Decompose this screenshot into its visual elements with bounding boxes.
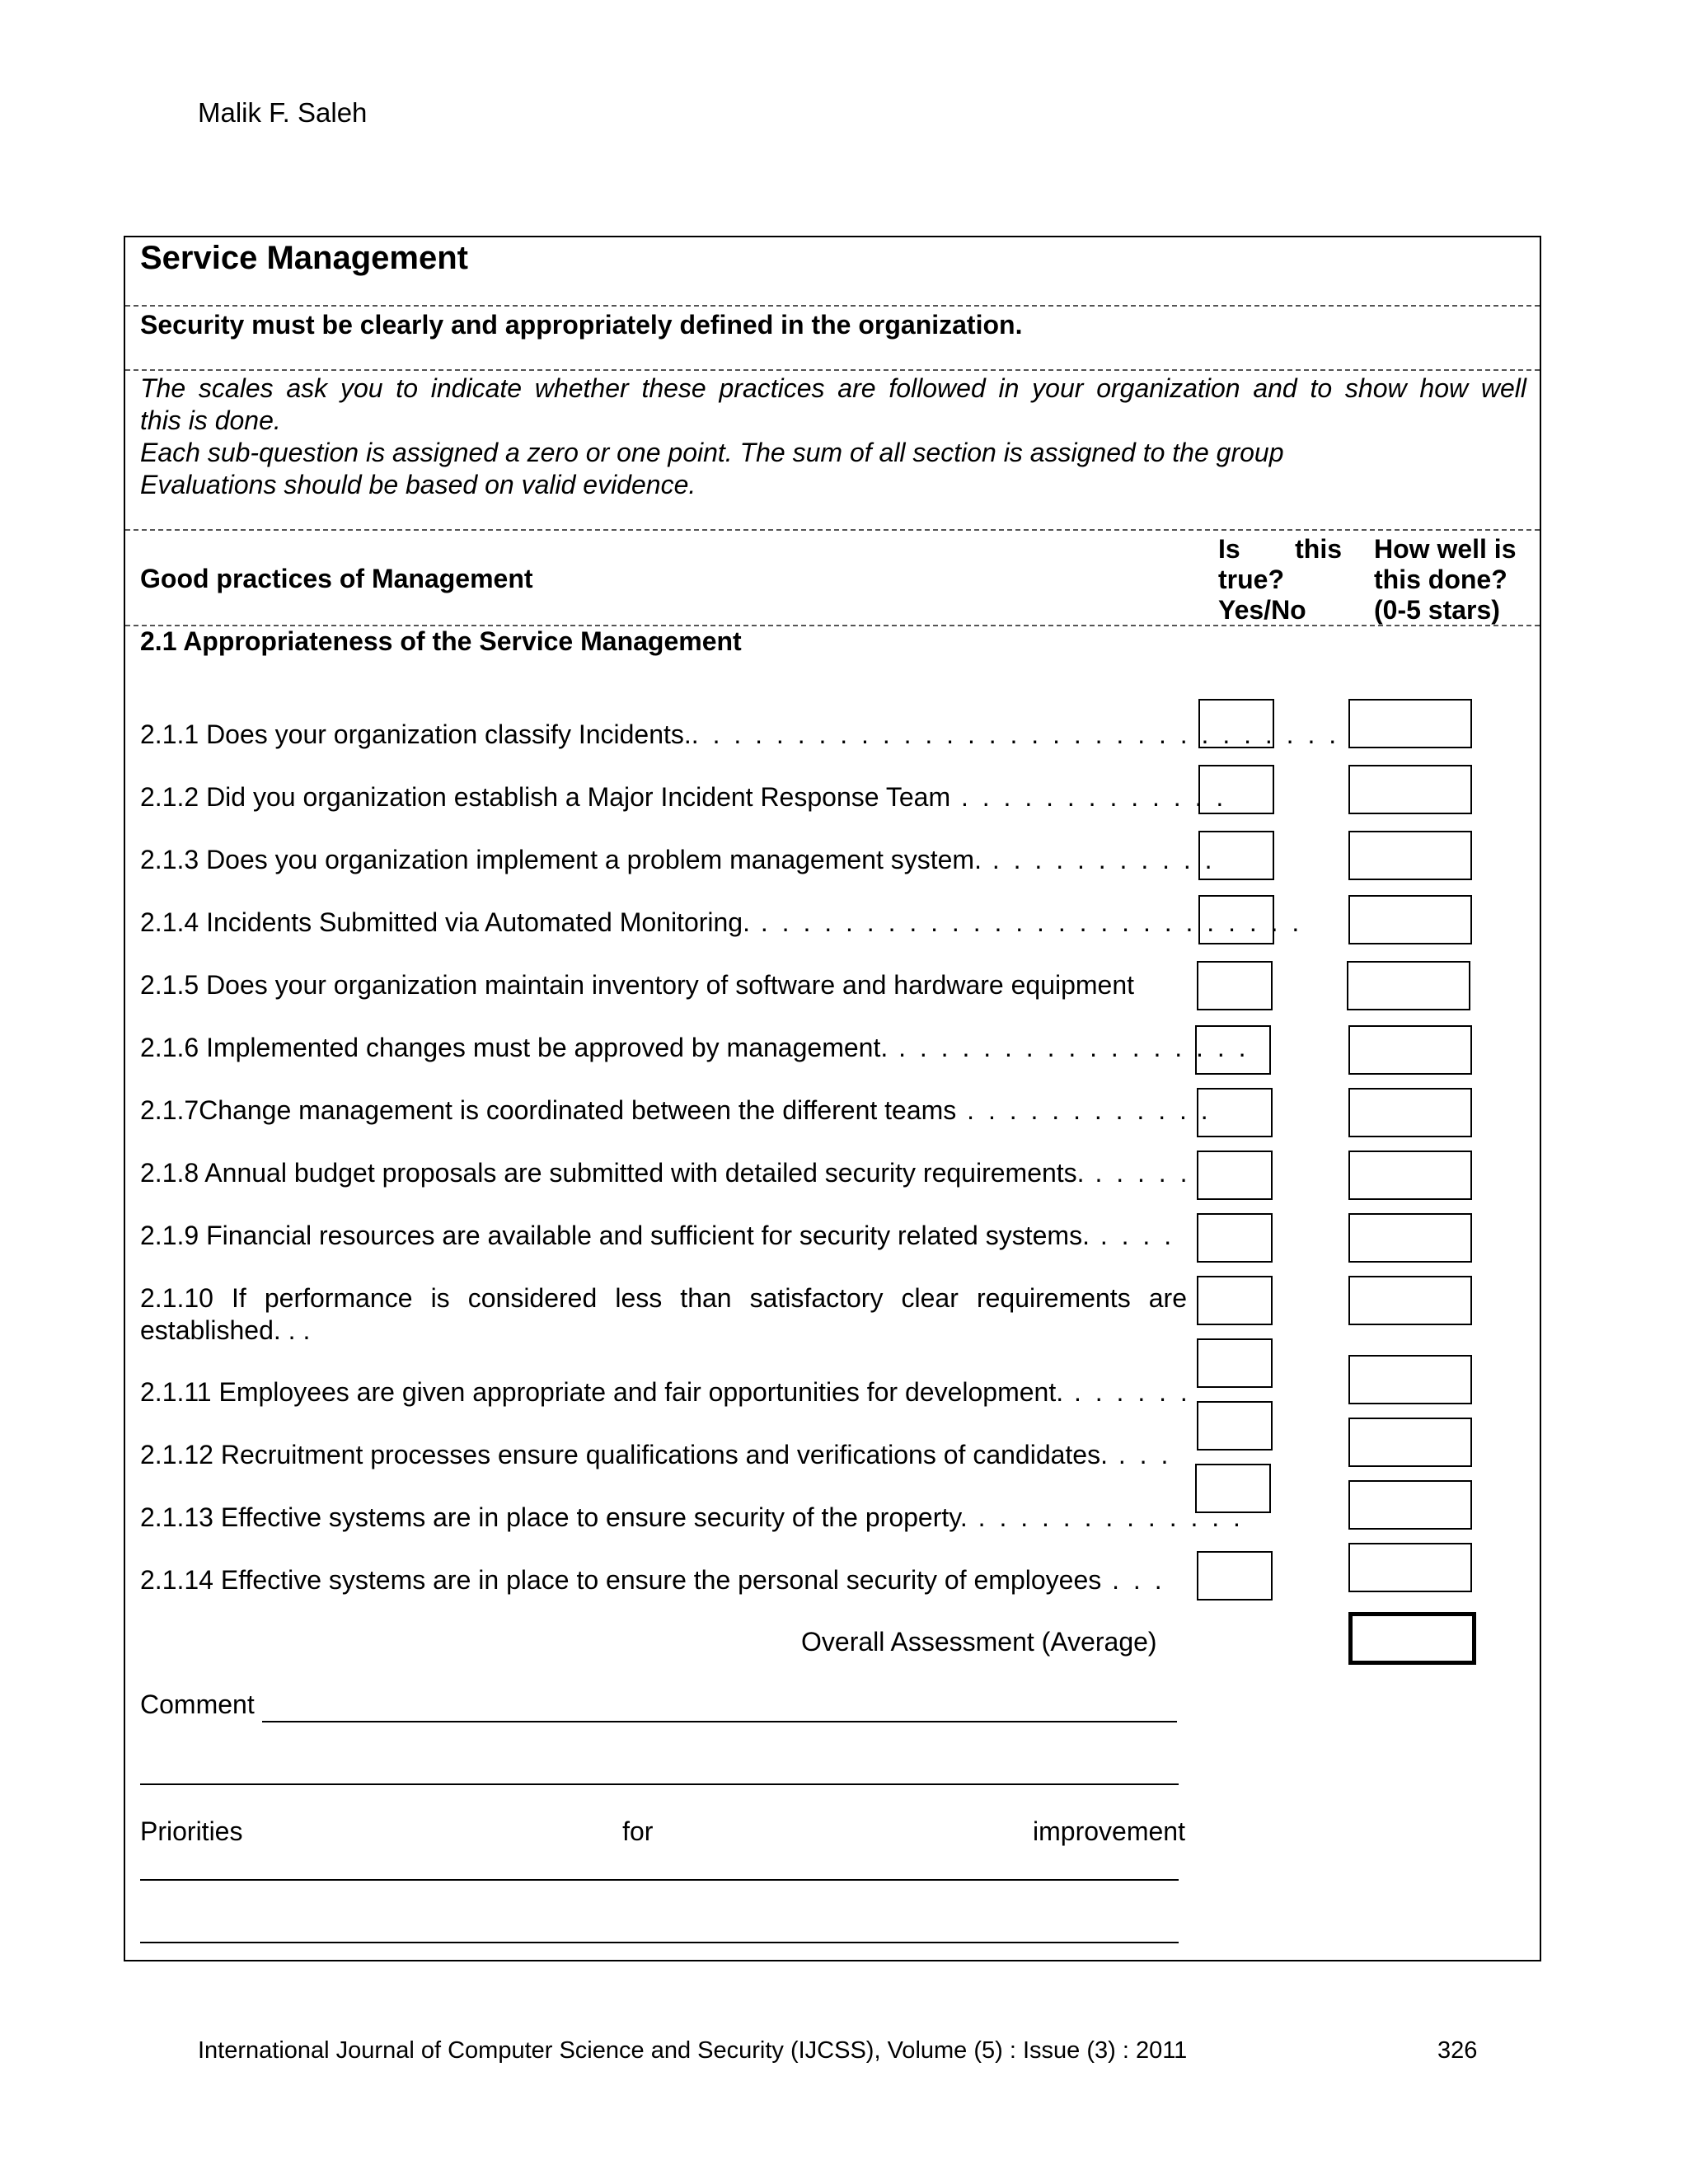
star-rating-box[interactable] (1348, 1151, 1472, 1200)
yes-no-answer-box[interactable] (1197, 1551, 1273, 1601)
yes-no-answer-box[interactable] (1197, 1338, 1273, 1388)
yes-no-answer-box[interactable] (1197, 1151, 1273, 1200)
assessment-form (124, 236, 1541, 1961)
question-item: 2.1.7Change management is coordinated between the different teams . . . . . . . . . . . . (140, 1095, 1212, 1125)
star-rating-box[interactable] (1347, 961, 1470, 1010)
section-title: 2.1 Appropriateness of the Service Management (140, 626, 742, 656)
instruction-line: Each sub-question is assigned a zero or one point. The sum of all section is assigned to the group (140, 438, 1284, 467)
question-item: 2.1.4 Incidents Submitted via Automated Monitoring. . . . . . . . . . . . . . . . . . . . . . . . . . . (140, 907, 1303, 937)
column-header-yes-no (1218, 534, 1342, 626)
star-rating-box[interactable] (1348, 831, 1472, 880)
priorities-line[interactable] (140, 1942, 1179, 1943)
star-rating-box[interactable] (1348, 1543, 1472, 1592)
comment-label: Comment (140, 1690, 255, 1719)
column-header-stars (1374, 534, 1531, 626)
yes-no-answer-box[interactable] (1198, 699, 1274, 748)
question-item: 2.1.1 Does your organization classify Incidents.. . . . . . . . . . . . . . . . . . . . . . . . . . . . . . . (140, 719, 1340, 749)
star-rating-box[interactable] (1348, 1355, 1472, 1404)
comment-line[interactable] (262, 1721, 1177, 1722)
priorities-line[interactable] (140, 1879, 1179, 1881)
priorities-label (140, 1816, 1185, 1847)
star-rating-box[interactable] (1348, 765, 1472, 814)
header-line: Yes/No (1218, 595, 1306, 625)
journal-footer: International Journal of Computer Science and Security (IJCSS), Volume (5) : Issue (3) : 2011 (198, 2037, 1188, 2064)
overall-assessment-box[interactable] (1348, 1612, 1476, 1665)
question-item: 2.1.10 If performance is considered less than satisfactory clear requirements are established. . . (140, 1283, 1187, 1345)
instruction-line: this is done. (140, 405, 281, 435)
form-statement: Security must be clearly and appropriately defined in the organization. (140, 310, 1023, 340)
running-header-author: Malik F. Saleh (198, 97, 368, 128)
yes-no-answer-box[interactable] (1197, 1213, 1273, 1263)
yes-no-answer-box[interactable] (1198, 765, 1274, 814)
yes-no-answer-box[interactable] (1197, 1276, 1273, 1325)
question-item: 2.1.11 Employees are given appropriate and fair opportunities for development. . . . . . . (140, 1377, 1191, 1407)
star-rating-box[interactable] (1348, 1418, 1472, 1467)
star-rating-box[interactable] (1348, 1213, 1472, 1263)
form-instructions (140, 373, 1526, 501)
priorities-word: Priorities (140, 1816, 243, 1846)
comment-line[interactable] (140, 1783, 1179, 1785)
question-item: 2.1.3 Does you organization implement a problem management system. . . . . . . . . . . . (140, 845, 1216, 874)
header-line: true? (1218, 565, 1284, 594)
divider (125, 529, 1540, 531)
divider (125, 305, 1540, 307)
column-header-practices: Good practices of Management (140, 564, 533, 593)
question-item: 2.1.9 Financial resources are available and sufficient for security related systems. . . . . (140, 1221, 1175, 1250)
header-line: (0-5 stars) (1374, 595, 1500, 625)
overall-assessment-label: Overall Assessment (Average) (801, 1627, 1157, 1657)
form-title: Service Management (140, 240, 468, 276)
priorities-word: for (622, 1816, 654, 1846)
question-item: 2.1.8 Annual budget proposals are submitted with detailed security requirements. . . . . . (140, 1158, 1191, 1188)
question-item: 2.1.5 Does your organization maintain inventory of software and hardware equipment (140, 970, 1135, 1000)
header-line: How well is (1374, 534, 1517, 564)
yes-no-answer-box[interactable] (1198, 831, 1274, 880)
header-line: this done? (1374, 565, 1507, 594)
star-rating-box[interactable] (1348, 1088, 1472, 1137)
page-number: 326 (1437, 2037, 1478, 2064)
star-rating-box[interactable] (1348, 1025, 1472, 1075)
divider (125, 369, 1540, 371)
priorities-word: improvement (1033, 1816, 1185, 1846)
star-rating-box[interactable] (1348, 895, 1472, 944)
yes-no-answer-box[interactable] (1197, 1088, 1273, 1137)
yes-no-answer-box[interactable] (1198, 895, 1274, 944)
question-item: 2.1.13 Effective systems are in place to ensure security of the property. . . . . . . . . . . . . . (140, 1502, 1244, 1532)
question-item: 2.1.2 Did you organization establish a Major Incident Response Team . . . . . . . . . . . . . (140, 782, 1227, 812)
header-word: Is (1218, 534, 1240, 564)
header-word: this (1295, 534, 1342, 564)
yes-no-answer-box[interactable] (1197, 961, 1273, 1010)
yes-no-answer-box[interactable] (1197, 1401, 1273, 1451)
question-item: 2.1.6 Implemented changes must be approved by management. . . . . . . . . . . . . . . . . . (140, 1033, 1250, 1062)
instruction-line: Evaluations should be based on valid evidence. (140, 470, 696, 499)
star-rating-box[interactable] (1348, 1480, 1472, 1530)
question-item: 2.1.12 Recruitment processes ensure qualifications and verifications of candidates. . . . (140, 1440, 1172, 1469)
star-rating-box[interactable] (1348, 699, 1472, 748)
instruction-line: The scales ask you to indicate whether these practices are followed in your organization and to show how well (140, 373, 1526, 403)
question-item: 2.1.14 Effective systems are in place to ensure the personal security of employees . . . (140, 1565, 1165, 1595)
star-rating-box[interactable] (1348, 1276, 1472, 1325)
yes-no-answer-box[interactable] (1195, 1025, 1271, 1075)
yes-no-answer-box[interactable] (1195, 1464, 1271, 1513)
